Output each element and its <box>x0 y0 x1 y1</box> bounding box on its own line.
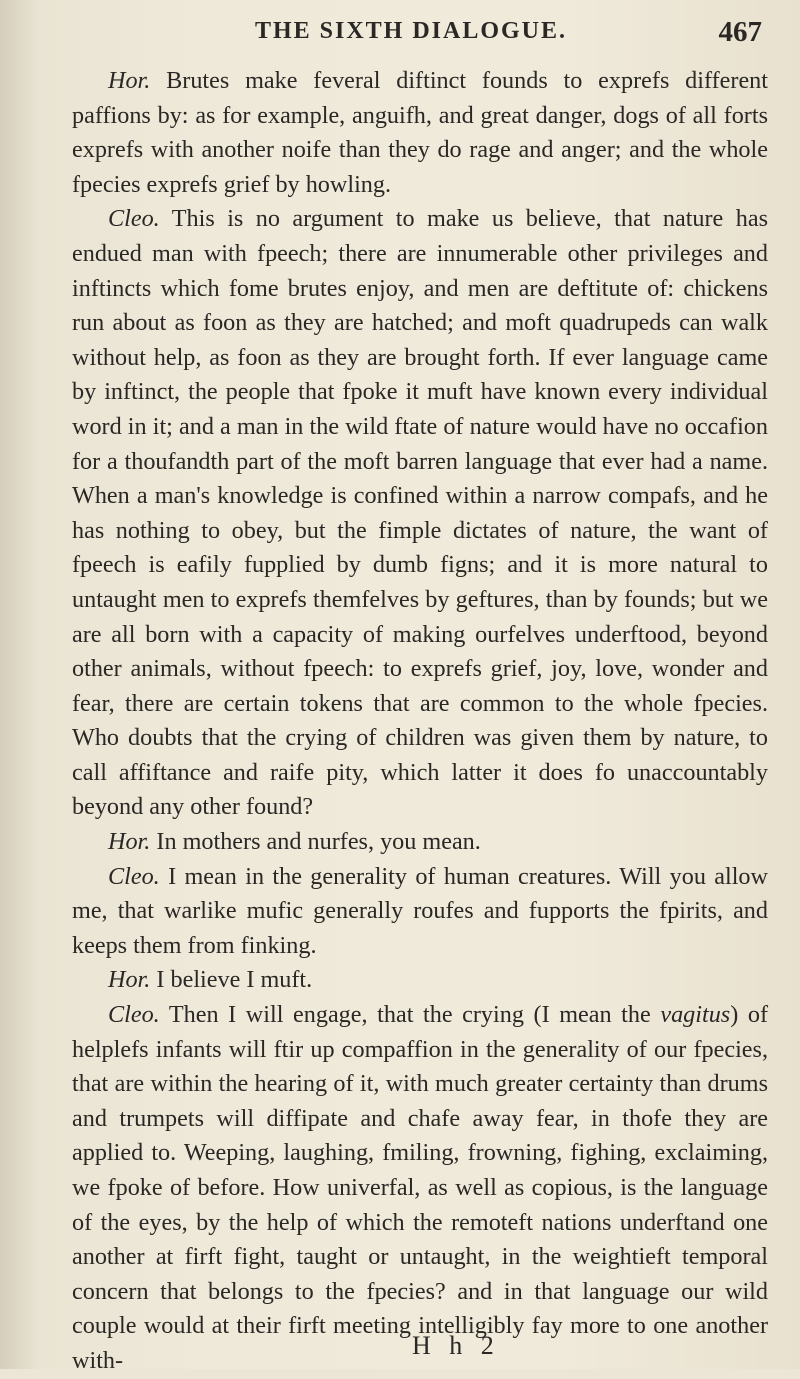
running-head <box>60 12 762 46</box>
speech-text: I mean in the generality of human creatures. Will you allow me, that warlike mufic generally roufes and fupports the fpirits, and keeps them from finking. <box>72 862 768 959</box>
speech-text: In mothers and nurfes, you mean. <box>150 828 481 856</box>
speech-text: I believe I muft. <box>150 966 313 994</box>
page-foot <box>72 1331 768 1365</box>
paragraph <box>72 202 768 825</box>
latin-term: vagitus <box>660 1001 731 1029</box>
speech-text: Then I will engage, that the crying (I mean the <box>159 1001 661 1029</box>
speaker-name: Cleo. <box>108 862 160 890</box>
speaker-name: Cleo. <box>108 1001 160 1029</box>
binding-shadow <box>0 0 40 1369</box>
paragraph <box>72 64 768 202</box>
body-text <box>72 64 768 1379</box>
paragraph <box>72 998 768 1379</box>
speaker-name: Hor. <box>108 828 151 856</box>
speaker-name: Hor. <box>108 67 151 94</box>
speech-text: This is no argument to make us believe, that nature has endued man with fpeech; there are innumerable other privileges and inftincts which fome brutes enjoy, and men are deftitute of: chickens run about as foon as they are hatched; and moft quadrupeds can walk without help, as foon as they are brought forth. If ever language came by inftinct, the people that fpoke it muft have known every individual word in it; and a man in the wild ftate of nature would have no occafion for a thoufandth part of the moft barren language that ever had a name. When a man's knowledge is confined within a narrow compafs, and he has nothing to obey, but the fimple dictates of nature, the want of fpeech is eafily fupplied by dumb figns; and it is more natural to untaught men to exprefs themfelves by geftures, than by founds; but we are all born with a capacity of making ourfelves underftood, beyond other animals, without fpeech: to exprefs grief, joy, love, wonder and fear, there are certain tokens that are common to the whole fpecies. Who doubts that the crying of children was given them by nature, to call affiftance and raife pity, which latter it does fo unaccountably beyond any other found? <box>72 205 768 821</box>
speaker-name: Hor. <box>108 966 151 994</box>
paragraph <box>72 825 768 860</box>
speech-text: ) of helplefs infants will ftir up compaffion in the generality of our fpecies, that are within the hearing of it, with much greater certainty than drums and trumpets will diffipate and chafe away fear, in thofe they are applied to. Weeping, laughing, fmiling, frowning, fighing, exclaiming, we fpoke of before. How univerfal, as well as copious, is the language of the eyes, by the help of which the remoteft nations underftand one another at firft fight, taught or untaught, in the weightieft temporal concern that belongs to the fpecies? and in that language our wild couple would at their firft meeting intelligibly fay more to one another with- <box>72 1001 768 1374</box>
running-title: THE SIXTH DIALOGUE. <box>254 18 568 44</box>
paragraph <box>72 963 768 998</box>
speech-text: Brutes make feveral diftinct founds to exprefs different paffions by: as for example, anguifh, and great danger, dogs of all forts exprefs with another noife than they do rage and anger; and the whole fpecies exprefs grief by howling. <box>72 67 768 198</box>
paragraph <box>72 860 768 964</box>
page-number: 467 <box>718 16 762 48</box>
speaker-name: Cleo. <box>108 205 160 233</box>
signature-mark: H h 2 <box>412 1331 500 1360</box>
